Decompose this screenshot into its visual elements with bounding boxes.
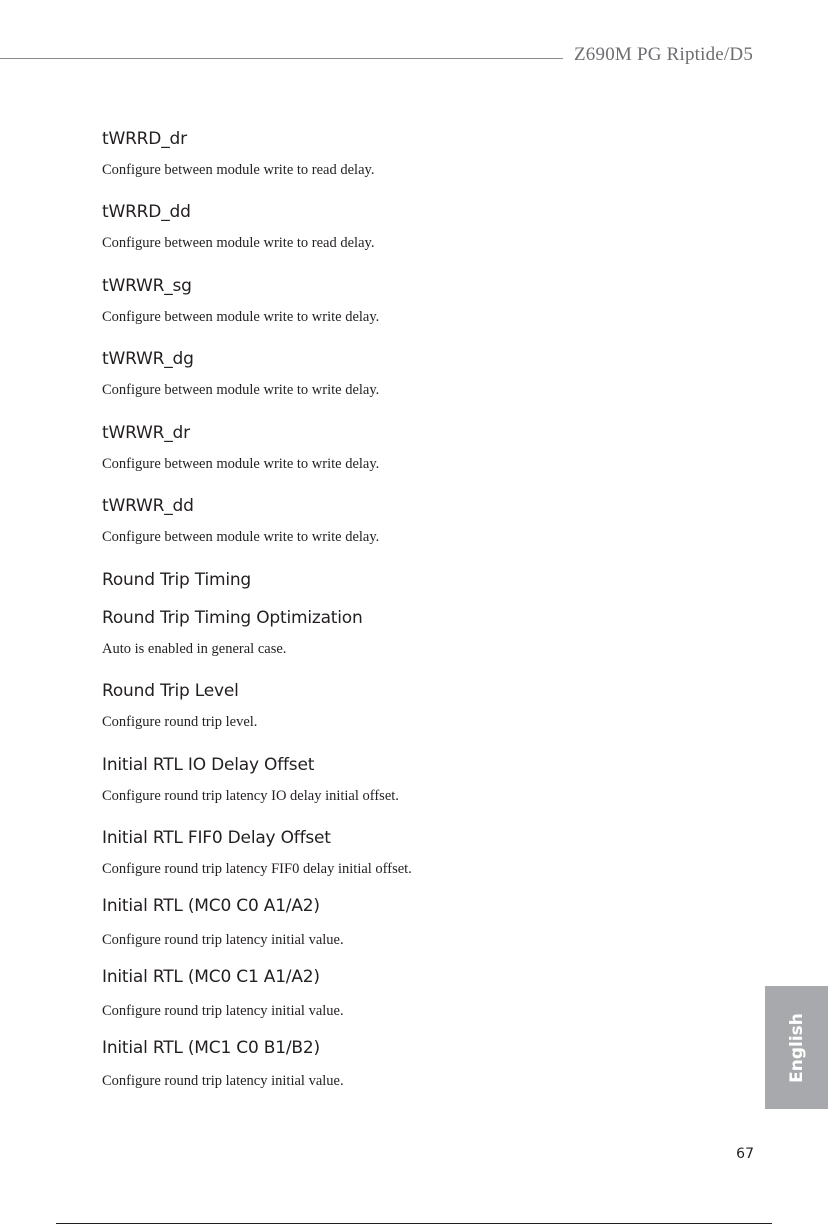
section-description: Configure between module write to read delay. xyxy=(102,162,375,178)
section-heading: Round Trip Timing Optimization xyxy=(102,608,363,628)
section-description: Configure round trip latency IO delay initial offset. xyxy=(102,788,399,804)
section-description: Configure between module write to read delay. xyxy=(102,235,375,251)
section-description: Configure between module write to write delay. xyxy=(102,529,380,545)
section-heading: Initial RTL (MC0 C0 A1/A2) xyxy=(102,896,320,916)
section-heading: Initial RTL (MC1 C0 B1/B2) xyxy=(102,1038,320,1058)
section-heading: tWRRD_dd xyxy=(102,202,191,222)
section-heading: tWRRD_dr xyxy=(102,129,187,149)
section-description: Configure round trip level. xyxy=(102,714,258,730)
section-heading: Initial RTL FIF0 Delay Offset xyxy=(102,828,331,848)
language-tab xyxy=(765,986,828,1109)
section-description: Configure between module write to write delay. xyxy=(102,382,380,398)
section-description: Configure round trip latency initial value. xyxy=(102,1003,344,1019)
section-heading: tWRWR_dg xyxy=(102,349,194,369)
section-description: Configure between module write to write delay. xyxy=(102,309,380,325)
section-heading: tWRWR_dd xyxy=(102,496,194,516)
section-heading: Round Trip Timing xyxy=(102,570,252,590)
section-heading: tWRWR_dr xyxy=(102,423,190,443)
section-description: Configure round trip latency initial value. xyxy=(102,1073,344,1089)
header-rule xyxy=(0,58,563,59)
section-description: Configure between module write to write delay. xyxy=(102,456,380,472)
section-heading: tWRWR_sg xyxy=(102,276,192,296)
section-heading: Initial RTL (MC0 C1 A1/A2) xyxy=(102,967,320,987)
section-heading: Round Trip Level xyxy=(102,681,239,701)
page-number: 67 xyxy=(736,1146,754,1162)
footer-rule xyxy=(56,1223,772,1224)
section-description: Configure round trip latency initial value. xyxy=(102,932,344,948)
manual-title: Z690M PG Riptide/D5 xyxy=(574,44,754,65)
language-tab-label: English xyxy=(786,1012,807,1083)
section-description: Configure round trip latency FIF0 delay initial offset. xyxy=(102,861,412,877)
section-heading: Initial RTL IO Delay Offset xyxy=(102,755,315,775)
section-description: Auto is enabled in general case. xyxy=(102,641,287,657)
